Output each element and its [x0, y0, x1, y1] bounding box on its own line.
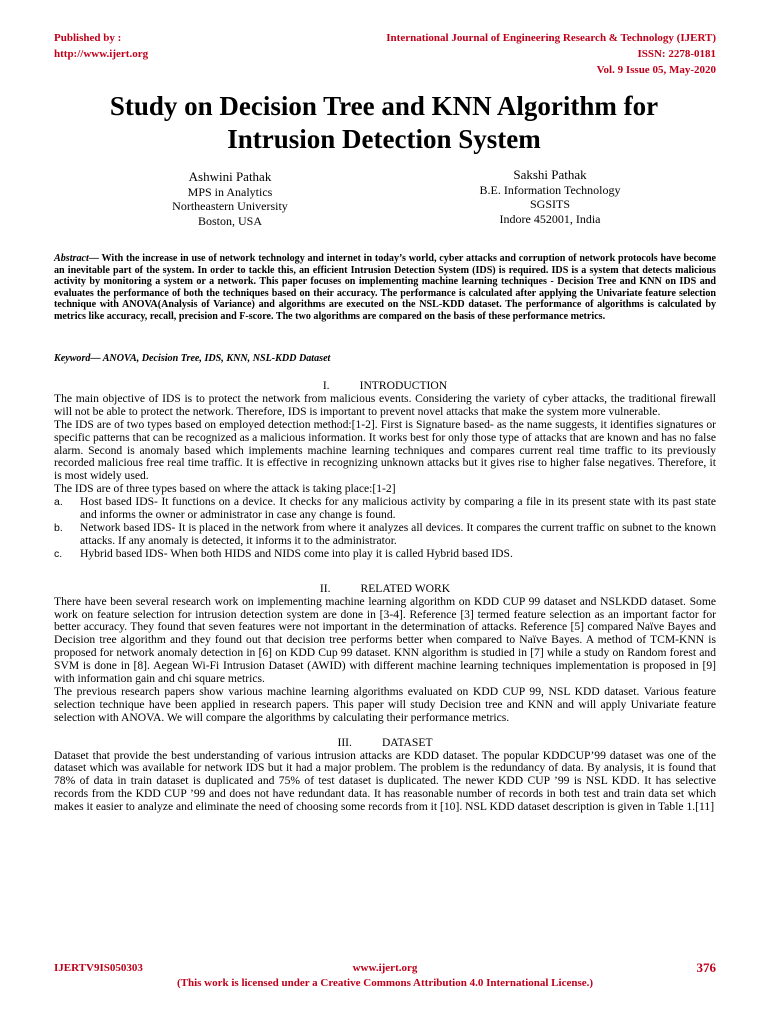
title-line-2: Intrusion Detection System	[227, 124, 541, 154]
paragraph: The previous research papers show various machine learning algorithms evaluated on KDD CUP 99, NSL KDD dataset. Various feature selection technique have been applied in research papers. This paper will study Decision tree and KNN and will apply Univariate feature selection with ANOVA. We will compare the algorithms by calculating their performance metrics.	[54, 684, 716, 724]
author-affiliation: Boston, USA	[197, 213, 262, 228]
paragraph: The IDS are of three types based on where the attack is taking place:[1-2]	[54, 482, 396, 496]
published-by: Published by :	[54, 32, 122, 44]
author-name: Ashwini Pathak	[188, 169, 272, 184]
abstract	[54, 253, 716, 323]
author-affiliation: Northeastern University	[172, 199, 288, 213]
body-text	[54, 380, 716, 814]
author-affiliation: SGSITS	[529, 197, 570, 211]
journal-name: International Journal of Engineering Research & Technology (IJERT)	[386, 32, 716, 44]
list-item: b. Network based IDS- It is placed in the network from where it analyzes all devices. It compares the current traffic on subnet to the known attacks. If any anomaly is detected, it informs it to the administrator.	[54, 520, 716, 547]
author-affiliation: MPS in Analytics	[187, 184, 273, 199]
ids-type-list	[54, 496, 716, 561]
abstract-text: — With the increase in use of network technology and internet in today’s world, cyber attacks and corruption of network protocols have become an inevitable part of the system. In order to tackle this, an efficient Intrusion Detection System (IDS) is required. IDS is a system that detects malicious activity by monitoring a system or a network. This paper focuses on implementing machine learning techniques - Decision Tree and KNN on IDS and evaluates the performance of both the techniques based on their accuracy. The performance is calculated after applying the Univariate feature selection technique with ANOVA(Analysis of Variance) and algorithms are executed on the NSL-KDD dataset. The performance of algorithms is calculated by metrics like accuracy, recall, precision and F-score. The two algorithms are compared on the basis of these performance metrics.	[54, 253, 716, 322]
list-item: a. Host based IDS- It functions on a device. It checks for any malicious activity by comparing a file in its present state with its past state and informs the owner or administrator in case any change is found.	[54, 495, 716, 522]
issn: ISSN: 2278-0181	[637, 48, 716, 60]
header-right	[386, 30, 716, 78]
journal-url-link[interactable]: http://www.ijert.org	[54, 48, 149, 60]
section-heading-introduction: I. INTRODUCTION	[322, 379, 448, 392]
volume-issue: Vol. 9 Issue 05, May-2020	[596, 64, 716, 76]
header-left	[54, 30, 148, 62]
author-affiliation: B.E. Information Technology	[479, 182, 621, 197]
paragraph: The IDS are of two types based on employed detection method:[1-2]. First is Signature based- as the name suggests, it identifies signatures or specific patterns that can be recognized as a malicious information. It works best for only those type of attacks that are known and has no false alarm. Second is anomaly based which implements machine learning techniques and compares current real time traffic to its previously recorded malicious free real time traffic. It is effective in recognizing unknown attacks but it gives rise to higher false negatives. Therefore, it is most widely used.	[54, 417, 716, 483]
page-number: 376	[696, 960, 716, 975]
list-item: c. Hybrid based IDS- When both HIDS and NIDS come into play it is called Hybrid based IDS.	[54, 546, 513, 560]
paragraph: Dataset that provide the best understanding of various intrusion attacks are KDD dataset. The popular KDDCUP’99 dataset was one of the dataset which was available for network IDS but it had a major problem. The problem is the redundancy of data. By analysis, it is found that 78% of data in train dataset is duplicated and 75% of test dataset is duplicated. The newer KDD CUP ’99 is NSL KDD. It has selective records from the KDD CUP ’99 and does not have redundant data. It has reasonable number of records in both test and train data set which makes it easier to analyze and eliminate the need of choosing some records from it [10]. NSL KDD dataset description is given in Table 1.[11]	[54, 748, 716, 814]
keywords: Keyword— ANOVA, Decision Tree, IDS, KNN, NSL-KDD Dataset	[54, 353, 331, 364]
author-block-1	[130, 170, 330, 228]
title-line-1: Study on Decision Tree and KNN Algorithm for	[109, 91, 659, 121]
license-note: (This work is licensed under a Creative Commons Attribution 4.0 International License.)	[176, 977, 594, 989]
author-name: Sakshi Pathak	[513, 167, 587, 182]
author-affiliation: Indore 452001, India	[499, 211, 601, 226]
abstract-label: Abstract	[54, 253, 89, 264]
paper-id: IJERTV9IS050303	[54, 962, 143, 974]
footer-url-link[interactable]: www.ijert.org	[352, 962, 418, 974]
section-heading-related-work: II. RELATED WORK	[319, 581, 451, 595]
paragraph: The main objective of IDS is to protect the network from malicious events. Considering the variety of cyber attacks, the traditional firewall will not be able to protect the network. Therefore, IDS is important to prevent novel attacks that make the system more vulnerable.	[54, 391, 716, 418]
paper-title	[0, 90, 768, 156]
section-heading-dataset: III. DATASET	[337, 735, 433, 749]
author-block-2	[440, 168, 660, 226]
paragraph: There have been several research work on implementing machine learning algorithm on KDD CUP 99 dataset and NSLKDD dataset. Some work on feature selection for intrusion detection system are done in [3-4]. Reference [3] termed feature selection as an important factor for better accuracy. They found that seven features were not important in the determination of attacks. Reference [5] compared Naïve Bayes and Decision tree algorithm and they found out that decision tree performs better when compared to Naïve Bayes. A method of TCM-KNN is proposed for network anomaly detection in [6] on KDD Cup 99 dataset. KNN algorithm is studied in [7] while a study on Random forest and SVM is done in [8]. Aegean Wi-Fi Intrusion Dataset (AWID) with different machine learning techniques implementation is proposed in [9] with information gain and chi square metrics.	[54, 594, 716, 686]
